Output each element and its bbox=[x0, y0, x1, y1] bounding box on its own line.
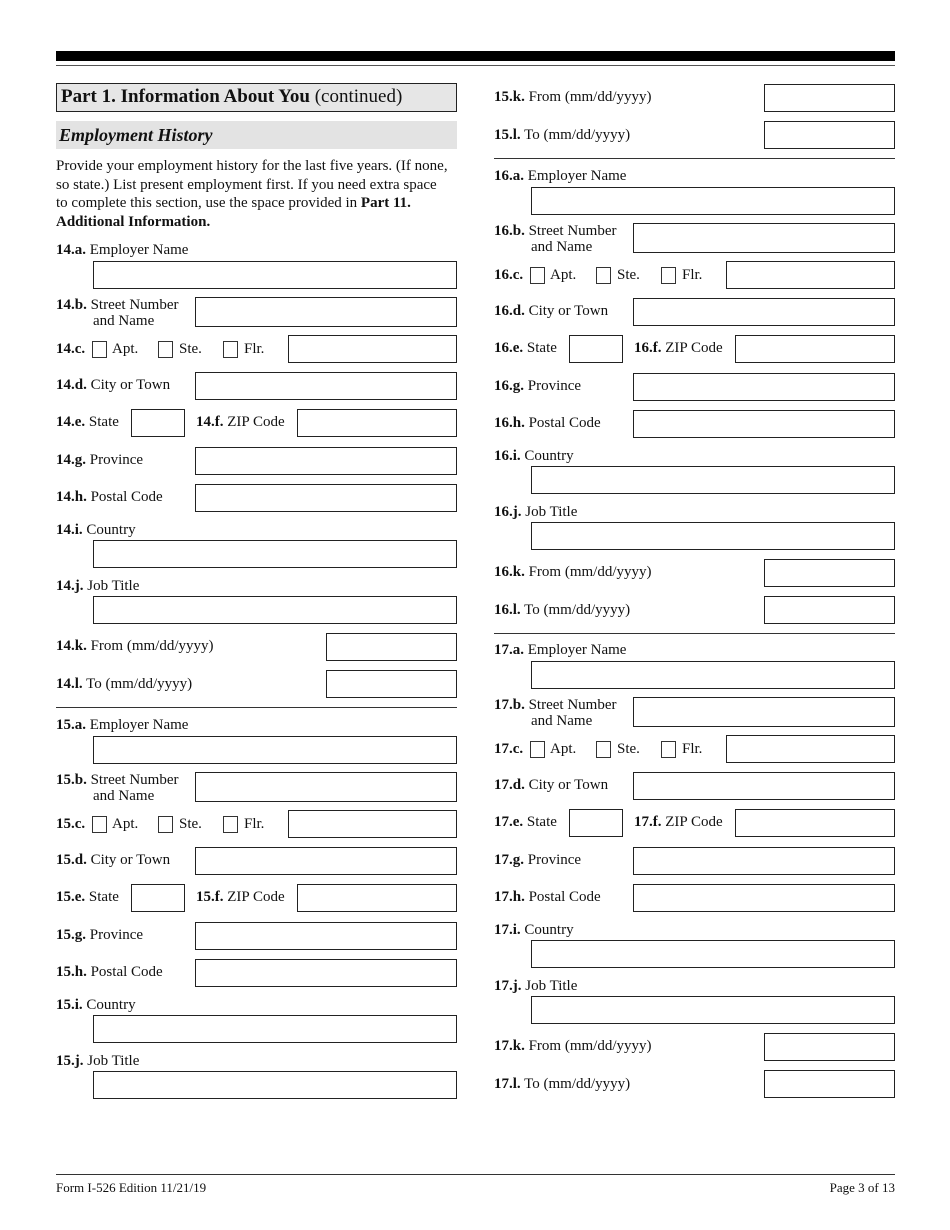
label-15j bbox=[56, 1053, 139, 1069]
footer-rule bbox=[56, 1174, 895, 1175]
label-16b bbox=[494, 223, 616, 239]
label-16k bbox=[494, 564, 652, 580]
label-14d bbox=[56, 377, 170, 393]
field-label: State bbox=[85, 414, 119, 430]
city-input-15[interactable] bbox=[195, 847, 457, 875]
label-14i bbox=[56, 522, 136, 538]
label-15i bbox=[56, 997, 136, 1013]
block-separator bbox=[494, 633, 895, 634]
label-15g bbox=[56, 927, 143, 943]
state-input-17[interactable] bbox=[569, 809, 623, 837]
field-number: 15.l. bbox=[494, 127, 521, 143]
field-number: 14.e. bbox=[56, 414, 86, 430]
field-number: 17.d. bbox=[494, 777, 525, 793]
field-number: 17.b. bbox=[494, 697, 525, 713]
field-label: Job Title bbox=[521, 504, 578, 520]
label-15h bbox=[56, 964, 163, 980]
field-label: To (mm/dd/yyyy) bbox=[520, 127, 631, 143]
field-label: Job Title bbox=[521, 978, 578, 994]
zip-input-14[interactable] bbox=[297, 409, 457, 437]
zip-input-16[interactable] bbox=[735, 335, 895, 363]
field-number: 14.g. bbox=[56, 452, 86, 468]
employer-name-input-17[interactable] bbox=[531, 661, 895, 689]
field-label: From (mm/dd/yyyy) bbox=[86, 638, 214, 654]
job-title-input-17[interactable] bbox=[531, 996, 895, 1024]
field-number: 14.b. bbox=[56, 297, 87, 313]
label-16g bbox=[494, 378, 581, 394]
province-input-15[interactable] bbox=[195, 922, 457, 950]
field-number: 14.d. bbox=[56, 377, 87, 393]
city-input-14[interactable] bbox=[195, 372, 457, 400]
ste-label: Ste. bbox=[617, 267, 640, 283]
field-number: 15.f. bbox=[196, 889, 224, 905]
label-17i bbox=[494, 922, 574, 938]
field-label: State bbox=[85, 889, 119, 905]
part-suffix: (continued) bbox=[314, 86, 403, 107]
apt-label: Apt. bbox=[550, 267, 577, 283]
label-17a bbox=[494, 642, 626, 658]
country-input-14[interactable] bbox=[93, 540, 457, 568]
field-number: 15.g. bbox=[56, 927, 86, 943]
field-number: 15.e. bbox=[56, 889, 86, 905]
intro-paragraph bbox=[56, 157, 452, 231]
field-label: Postal Code bbox=[86, 489, 163, 505]
label-16e bbox=[494, 340, 557, 356]
label-17d bbox=[494, 777, 608, 793]
label-17l bbox=[494, 1076, 630, 1092]
to-date-input-14[interactable] bbox=[326, 670, 457, 698]
field-number: 16.f. bbox=[634, 340, 662, 356]
label-14b bbox=[56, 297, 178, 313]
label-14h bbox=[56, 489, 163, 505]
label-17c bbox=[494, 741, 523, 757]
country-input-16[interactable] bbox=[531, 466, 895, 494]
ste-checkbox-14[interactable] bbox=[158, 341, 173, 358]
field-number: 15.k. bbox=[494, 89, 525, 105]
field-label: ZIP Code bbox=[223, 889, 285, 905]
street-input-14[interactable] bbox=[195, 297, 457, 327]
field-number: 17.h. bbox=[494, 889, 525, 905]
part-title: Part 1. Information About You bbox=[61, 86, 310, 107]
field-number: 14.i. bbox=[56, 522, 83, 538]
apt-checkbox-15[interactable] bbox=[92, 816, 107, 833]
label-14c bbox=[56, 341, 85, 357]
label-16a bbox=[494, 168, 626, 184]
street-input-16[interactable] bbox=[633, 223, 895, 253]
city-input-17[interactable] bbox=[633, 772, 895, 800]
flr-label: Flr. bbox=[682, 741, 703, 757]
flr-checkbox-14[interactable] bbox=[223, 341, 238, 358]
field-number: 14.j. bbox=[56, 578, 84, 594]
label-16h bbox=[494, 415, 601, 431]
label-17h bbox=[494, 889, 601, 905]
flr-checkbox-16[interactable] bbox=[661, 267, 676, 284]
field-number: 16.b. bbox=[494, 223, 525, 239]
label-14b-cont: and Name bbox=[93, 313, 155, 329]
unit-number-input-15[interactable] bbox=[288, 810, 457, 838]
field-number: 17.k. bbox=[494, 1038, 525, 1054]
field-label: From (mm/dd/yyyy) bbox=[524, 564, 652, 580]
part-header bbox=[56, 83, 457, 112]
field-number: 16.j. bbox=[494, 504, 522, 520]
from-date-input-17[interactable] bbox=[764, 1033, 895, 1061]
label-15d bbox=[56, 852, 170, 868]
field-label: Province bbox=[524, 378, 582, 394]
field-number: 14.k. bbox=[56, 638, 87, 654]
label-16l bbox=[494, 602, 630, 618]
field-label: Country bbox=[82, 522, 136, 538]
to-date-input-17[interactable] bbox=[764, 1070, 895, 1098]
zip-input-17[interactable] bbox=[735, 809, 895, 837]
field-number: 17.e. bbox=[494, 814, 524, 830]
city-input-16[interactable] bbox=[633, 298, 895, 326]
field-label: ZIP Code bbox=[661, 814, 723, 830]
label-14j bbox=[56, 578, 139, 594]
employer-name-input-16[interactable] bbox=[531, 187, 895, 215]
label-14f bbox=[196, 414, 285, 430]
unit-number-input-14[interactable] bbox=[288, 335, 457, 363]
field-label: City or Town bbox=[524, 777, 609, 793]
field-label: Employer Name bbox=[86, 242, 189, 258]
field-label: Street Number bbox=[86, 297, 179, 313]
field-number: 16.a. bbox=[494, 168, 524, 184]
field-label: State bbox=[523, 814, 557, 830]
postal-code-input-17[interactable] bbox=[633, 884, 895, 912]
ste-label: Ste. bbox=[179, 341, 202, 357]
field-label: Province bbox=[86, 927, 144, 943]
label-15l bbox=[494, 127, 630, 143]
field-label: ZIP Code bbox=[223, 414, 285, 430]
field-label: To (mm/dd/yyyy) bbox=[520, 602, 631, 618]
unit-number-input-16[interactable] bbox=[726, 261, 895, 289]
field-number: 17.i. bbox=[494, 922, 521, 938]
field-label: ZIP Code bbox=[661, 340, 723, 356]
label-17b-cont: and Name bbox=[531, 713, 593, 729]
field-number: 14.c. bbox=[56, 341, 86, 357]
field-label: City or Town bbox=[86, 377, 171, 393]
from-date-input-15[interactable] bbox=[764, 84, 895, 112]
field-label: Country bbox=[520, 922, 574, 938]
label-16c bbox=[494, 267, 523, 283]
state-input-16[interactable] bbox=[569, 335, 623, 363]
field-label: State bbox=[523, 340, 557, 356]
label-17e bbox=[494, 814, 557, 830]
label-15k bbox=[494, 89, 652, 105]
label-14e bbox=[56, 414, 119, 430]
street-input-17[interactable] bbox=[633, 697, 895, 727]
apt-label: Apt. bbox=[550, 741, 577, 757]
field-label: To (mm/dd/yyyy) bbox=[520, 1076, 631, 1092]
label-15b bbox=[56, 772, 178, 788]
footer-page: Page 3 of 13 bbox=[829, 1180, 895, 1195]
block-separator bbox=[56, 707, 457, 708]
label-15f bbox=[196, 889, 285, 905]
to-date-input-16[interactable] bbox=[764, 596, 895, 624]
province-input-17[interactable] bbox=[633, 847, 895, 875]
field-label: Postal Code bbox=[524, 889, 601, 905]
label-14l bbox=[56, 676, 192, 692]
field-label: Street Number bbox=[524, 223, 617, 239]
field-label: To (mm/dd/yyyy) bbox=[82, 676, 193, 692]
from-date-input-16[interactable] bbox=[764, 559, 895, 587]
footer-form: Form I-526 Edition 11/21/19 bbox=[56, 1180, 207, 1195]
ste-label: Ste. bbox=[179, 816, 202, 832]
label-17b bbox=[494, 697, 616, 713]
field-number: 14.h. bbox=[56, 489, 87, 505]
label-17f bbox=[634, 814, 723, 830]
apt-checkbox-14[interactable] bbox=[92, 341, 107, 358]
label-14k bbox=[56, 638, 214, 654]
label-16j bbox=[494, 504, 577, 520]
field-number: 15.j. bbox=[56, 1053, 84, 1069]
flr-checkbox-15[interactable] bbox=[223, 816, 238, 833]
label-16i bbox=[494, 448, 574, 464]
flr-checkbox-17[interactable] bbox=[661, 741, 676, 758]
field-label: From (mm/dd/yyyy) bbox=[524, 1038, 652, 1054]
street-input-15[interactable] bbox=[195, 772, 457, 802]
zip-input-15[interactable] bbox=[297, 884, 457, 912]
field-number: 14.f. bbox=[196, 414, 224, 430]
country-input-15[interactable] bbox=[93, 1015, 457, 1043]
field-label: Employer Name bbox=[524, 168, 627, 184]
field-number: 16.c. bbox=[494, 267, 524, 283]
field-label: City or Town bbox=[524, 303, 609, 319]
field-number: 17.g. bbox=[494, 852, 524, 868]
label-15a bbox=[56, 717, 188, 733]
field-number: 17.c. bbox=[494, 741, 524, 757]
field-label: Province bbox=[86, 452, 144, 468]
job-title-input-15[interactable] bbox=[93, 1071, 457, 1099]
section-title: Employment History bbox=[56, 121, 457, 149]
field-number: 17.a. bbox=[494, 642, 524, 658]
field-label: Postal Code bbox=[524, 415, 601, 431]
label-16f bbox=[634, 340, 723, 356]
field-number: 17.l. bbox=[494, 1076, 521, 1092]
apt-label: Apt. bbox=[112, 341, 139, 357]
field-number: 14.a. bbox=[56, 242, 86, 258]
field-number: 17.f. bbox=[634, 814, 662, 830]
field-label: Street Number bbox=[86, 772, 179, 788]
field-label: Job Title bbox=[83, 578, 140, 594]
flr-label: Flr. bbox=[682, 267, 703, 283]
label-15b-cont: and Name bbox=[93, 788, 155, 804]
to-date-input-15[interactable] bbox=[764, 121, 895, 149]
label-17g bbox=[494, 852, 581, 868]
ste-checkbox-15[interactable] bbox=[158, 816, 173, 833]
label-17j bbox=[494, 978, 577, 994]
province-input-14[interactable] bbox=[195, 447, 457, 475]
intro-text: Provide your employment history for the last five years. (If none, so state.) List present employment first. If you need extra space to complete this section, use the space provided in bbox=[56, 158, 448, 211]
province-input-16[interactable] bbox=[633, 373, 895, 401]
field-number: 17.j. bbox=[494, 978, 522, 994]
field-label: Employer Name bbox=[86, 717, 189, 733]
top-rule-thin bbox=[56, 65, 895, 66]
apt-label: Apt. bbox=[112, 816, 139, 832]
ste-checkbox-17[interactable] bbox=[596, 741, 611, 758]
flr-label: Flr. bbox=[244, 341, 265, 357]
field-label: Street Number bbox=[524, 697, 617, 713]
ste-checkbox-16[interactable] bbox=[596, 267, 611, 284]
field-number: 16.d. bbox=[494, 303, 525, 319]
label-14a bbox=[56, 242, 188, 258]
label-15e bbox=[56, 889, 119, 905]
field-label: Country bbox=[82, 997, 136, 1013]
employer-name-input-14[interactable] bbox=[93, 261, 457, 289]
top-rule-thick bbox=[56, 51, 895, 61]
field-number: 15.b. bbox=[56, 772, 87, 788]
field-number: 16.g. bbox=[494, 378, 524, 394]
field-number: 15.d. bbox=[56, 852, 87, 868]
field-label: Country bbox=[520, 448, 574, 464]
field-number: 15.c. bbox=[56, 816, 86, 832]
job-title-input-14[interactable] bbox=[93, 596, 457, 624]
field-label: Employer Name bbox=[524, 642, 627, 658]
field-number: 16.k. bbox=[494, 564, 525, 580]
field-number: 15.i. bbox=[56, 997, 83, 1013]
field-label: Job Title bbox=[83, 1053, 140, 1069]
unit-number-input-17[interactable] bbox=[726, 735, 895, 763]
field-label: Postal Code bbox=[86, 964, 163, 980]
field-number: 14.l. bbox=[56, 676, 83, 692]
label-16b-cont: and Name bbox=[531, 239, 593, 255]
block-separator bbox=[494, 158, 895, 159]
label-17k bbox=[494, 1038, 652, 1054]
state-input-15[interactable] bbox=[131, 884, 185, 912]
field-number: 15.h. bbox=[56, 964, 87, 980]
job-title-input-16[interactable] bbox=[531, 522, 895, 550]
postal-code-input-15[interactable] bbox=[195, 959, 457, 987]
from-date-input-14[interactable] bbox=[326, 633, 457, 661]
country-input-17[interactable] bbox=[531, 940, 895, 968]
field-label: From (mm/dd/yyyy) bbox=[524, 89, 652, 105]
field-number: 16.l. bbox=[494, 602, 521, 618]
intro-bold: Part 11. Additional Information. bbox=[56, 195, 411, 230]
postal-code-input-14[interactable] bbox=[195, 484, 457, 512]
label-14g bbox=[56, 452, 143, 468]
label-16d bbox=[494, 303, 608, 319]
label-15c bbox=[56, 816, 85, 832]
employer-name-input-15[interactable] bbox=[93, 736, 457, 764]
postal-code-input-16[interactable] bbox=[633, 410, 895, 438]
field-label: Province bbox=[524, 852, 582, 868]
field-number: 16.e. bbox=[494, 340, 524, 356]
field-number: 16.h. bbox=[494, 415, 525, 431]
field-label: City or Town bbox=[86, 852, 171, 868]
apt-checkbox-16[interactable] bbox=[530, 267, 545, 284]
field-number: 15.a. bbox=[56, 717, 86, 733]
field-number: 16.i. bbox=[494, 448, 521, 464]
state-input-14[interactable] bbox=[131, 409, 185, 437]
apt-checkbox-17[interactable] bbox=[530, 741, 545, 758]
ste-label: Ste. bbox=[617, 741, 640, 757]
flr-label: Flr. bbox=[244, 816, 265, 832]
